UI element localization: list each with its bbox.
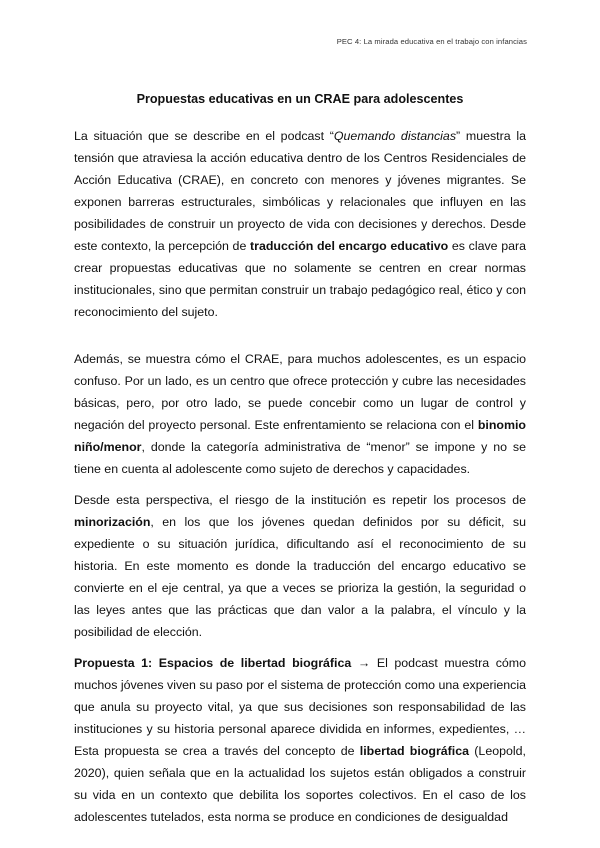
paragraph-4-text-a: El podcast muestra cómo muchos jóvenes viven su paso por el sistema de protección como una experiencia que anula su proyecto vital, ya que sus decisiones son responsabilidad de las instituciones y su historia personal aparece dividida en informes, expedientes, … Esta propuesta se crea a través del concepto de [74, 656, 526, 758]
key-term-libertad: libertad biográfica [359, 744, 470, 758]
podcast-title: Quemando distancias [333, 129, 457, 143]
paragraph-4-text-b: (Leopold, 2020), quien señala que en la actualidad los sujetos están obligados a construir su vida en un contexto que debilita los soportes colectivos. En el caso de los adolescentes tutelados, esta norma se produce en condiciones de desigualdad [74, 744, 526, 824]
key-term-minorizacion: minorización [74, 515, 151, 529]
paragraph-3 [74, 489, 526, 643]
running-header: PEC 4: La mirada educativa en el trabajo con infancias [336, 37, 527, 46]
paragraph-1-text-b: ” muestra la tensión que atraviesa la acción educativa dentro de los Centros Residenciales de Acción Educativa (CRAE), en concreto con menores y jóvenes migrantes. Se exponen barreras estructurales, simbólicas y relacionales que influyen en las posibilidades de construir un proyecto de vida con decisiones y derechos. Desde este contexto, la percepción de [74, 129, 526, 253]
proposal-1-heading: Propuesta 1: Espacios de libertad biográfica [74, 656, 352, 670]
paragraph-4 [74, 652, 526, 828]
paragraph-3-text-a: Desde esta perspectiva, el riesgo de la institución es repetir los procesos de [74, 493, 526, 507]
paragraph-2 [74, 348, 526, 480]
paragraph-1-text-a: La situación que se describe en el podcast “ [74, 129, 334, 143]
arrow-symbol: → [351, 656, 377, 670]
paragraph-3-text-b: , en los que los jóvenes quedan definidos por su déficit, su expediente o su situación jurídica, dificultando así el reconocimiento de su historia. En este momento es donde la traducción del encargo educativo se convierte en el eje central, ya que a veces se prioriza la gestión, la seguridad o las leyes antes que las prácticas que dan valor a la palabra, el vínculo y la posibilidad de elección. [74, 515, 526, 639]
key-term-binomio: binomio niño/menor [74, 418, 526, 454]
document-body [74, 125, 526, 837]
document-title: Propuestas educativas en un CRAE para adolescentes [136, 92, 464, 106]
key-term-encargo: traducción del encargo educativo [250, 239, 449, 253]
paragraph-2-text-b: , donde la categoría administrativa de “menor” se impone y no se tiene en cuenta al adolescente como sujeto de derechos y capacidades. [74, 440, 526, 476]
paragraph-2-text-a: Además, se muestra cómo el CRAE, para muchos adolescentes, es un espacio confuso. Por un lado, es un centro que ofrece protección y cubre las necesidades básicas, pero, por otro lado, se puede concebir como un lugar de control y negación del proyecto personal. Este enfrentamiento se relaciona con el [74, 352, 526, 432]
paragraph-1 [74, 125, 526, 323]
paragraph-1-text-c: es clave para crear propuestas educativas que no solamente se centren en crear normas institucionales, sino que permitan construir un trabajo pedagógico real, ético y con reconocimiento del sujeto. [74, 239, 526, 319]
